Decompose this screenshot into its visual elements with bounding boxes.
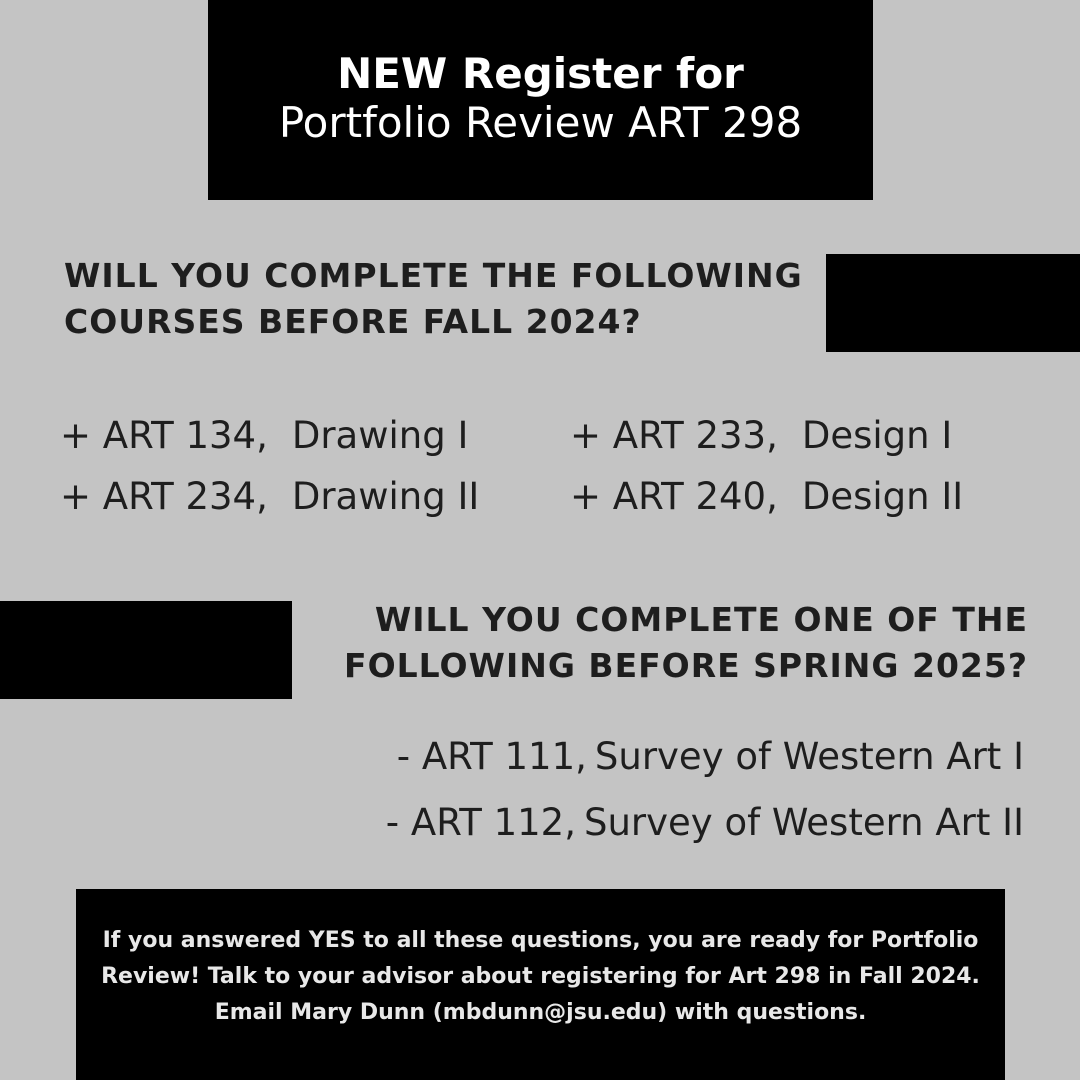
decorative-bar-left bbox=[0, 601, 292, 699]
question-spring-2025: WILL YOU COMPLETE ONE OF THE FOLLOWING BEFORE SPRING 2025? bbox=[344, 600, 1028, 685]
course-item bbox=[570, 475, 963, 519]
course-code: + ART 234, bbox=[60, 475, 268, 518]
course-code: + ART 240, bbox=[570, 475, 778, 518]
decorative-bar-right bbox=[826, 254, 1080, 352]
course-code: - ART 111, bbox=[396, 735, 587, 778]
course-code: - ART 112, bbox=[385, 801, 576, 844]
course-name: Survey of Western Art II bbox=[583, 801, 1024, 844]
course-name: Drawing II bbox=[291, 475, 480, 518]
course-name: Drawing I bbox=[291, 414, 469, 457]
course-item bbox=[60, 475, 479, 519]
title-line-1: NEW Register for bbox=[337, 49, 744, 98]
footer-text: If you answered YES to all these questions, you are ready for Portfolio Review! Talk to your advisor about registering for Art 298 in Fall 2024. Email Mary Dunn (mbdunn@jsu.edu) with questions. bbox=[101, 928, 980, 1025]
course-name: Design II bbox=[801, 475, 964, 518]
title-box bbox=[208, 0, 873, 200]
course-code: + ART 233, bbox=[570, 414, 778, 457]
course-item bbox=[60, 414, 468, 458]
footer-box bbox=[76, 889, 1005, 1080]
survey-course-item bbox=[397, 735, 1024, 779]
question-fall-2024: WILL YOU COMPLETE THE FOLLOWING COURSES BEFORE FALL 2024? bbox=[64, 256, 803, 341]
title-line-2: Portfolio Review ART 298 bbox=[278, 98, 803, 147]
course-name: Design I bbox=[801, 414, 953, 457]
course-name: Survey of Western Art I bbox=[594, 735, 1024, 778]
survey-course-item bbox=[386, 801, 1024, 845]
course-code: + ART 134, bbox=[60, 414, 268, 457]
course-item bbox=[570, 414, 952, 458]
